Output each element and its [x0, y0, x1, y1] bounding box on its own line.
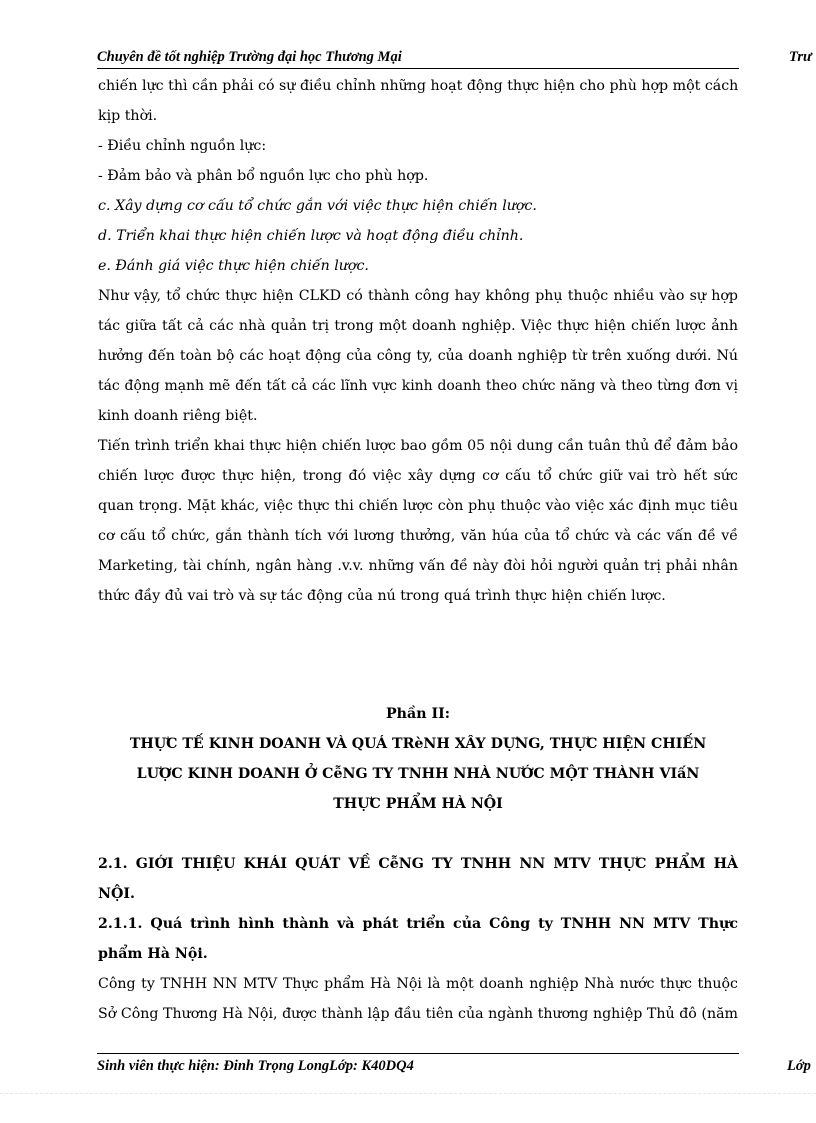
italic-heading-c: c. Xây dựng cơ cấu tổ chức gắn với việc thực hiện chiến lược.	[98, 198, 537, 214]
paragraph-line: tác động mạnh mẽ đến tất cả các lĩnh vực kinh doanh theo chức năng và theo từng đơn vị	[98, 378, 738, 394]
paragraph-line: Tiến trình triển khai thực hiện chiến lược bao gồm 05 nội dung cần tuân thủ để đảm bảo	[98, 438, 738, 454]
header-right-text: Trư	[789, 49, 812, 65]
paragraph-line: tác giữa tất cả các nhà quản trị trong một doanh nghiệp. Việc thực hiện chiến lược ảnh	[98, 318, 738, 334]
section-heading: 2.1. GIỚI THIỆU KHÁI QUÁT VỀ CễNG TY TNHH NN MTV THỰC PHẨM HÀ	[98, 856, 738, 872]
part-title-line: THỰC TẾ KINH DOANH VÀ QUÁ TRèNH XÂY DỰNG, THỰC HIỆN CHIẾN	[129, 736, 707, 752]
body-line: kịp thời.	[98, 108, 158, 124]
page-edge-divider	[0, 1093, 816, 1094]
paragraph-line: Như vậy, tổ chức thực hiện CLKD có thành công hay không phụ thuộc nhiều vào sự hợp	[98, 288, 738, 304]
part-title-line: LƯỢC KINH DOANH Ở CễNG TY TNHH NHÀ NƯỚC MỘT THÀNH VIấN	[136, 766, 700, 782]
paragraph-line: quan trọng. Mặt khác, việc thực thi chiến lược còn phụ thuộc vào việc xác định mục tiêu	[98, 498, 738, 514]
section-heading: NỘI.	[98, 886, 135, 902]
paragraph-line: Công ty TNHH NN MTV Thực phẩm Hà Nội là một doanh nghiệp Nhà nước thực thuộc	[98, 976, 738, 992]
footer-right-text: Lớp	[787, 1058, 811, 1074]
paragraph-line: thức đầy đủ vai trò và sự tác động của nú trong quá trình thực hiện chiến lược.	[98, 588, 666, 604]
header-rule	[97, 68, 739, 69]
header-title: Chuyên đề tốt nghiệp Trường đại học Thương Mại	[97, 49, 402, 65]
italic-heading-d: d. Triển khai thực hiện chiến lược và hoạt động điều chỉnh.	[98, 228, 524, 244]
footer-rule	[97, 1053, 739, 1054]
part-title-line: THỰC PHẨM HÀ NỘI	[333, 796, 503, 812]
paragraph-line: cơ cấu tổ chức, gắn thành tích với lương thưởng, văn húa của tổ chức và các vấn đề về	[98, 528, 738, 544]
subsection-heading: phẩm Hà Nội.	[98, 946, 208, 962]
subsection-heading: 2.1.1. Quá trình hình thành và phát triển của Công ty TNHH NN MTV Thực	[98, 916, 738, 932]
paragraph-line: hưởng đến toàn bộ các hoạt động của công ty, của doanh nghiệp từ trên xuống dưới. Nú	[98, 348, 738, 364]
paragraph-line: chiến lược được thực hiện, trong đó việc xây dựng cơ cấu tổ chức giữ vai trò hết sức	[98, 468, 738, 484]
part-label: Phần II:	[386, 706, 450, 722]
footer-student: Sinh viên thực hiện: Đinh Trọng LongLớp: K40DQ4	[97, 1058, 414, 1074]
paragraph-line: Marketing, tài chính, ngân hàng .v.v. những vấn đề này đòi hỏi người quản trị phải nhân	[98, 558, 738, 574]
list-item: - Đảm bảo và phân bổ nguồn lực cho phù hợp.	[98, 168, 429, 184]
paragraph-line: kinh doanh riêng biệt.	[98, 408, 258, 424]
italic-heading-e: e. Đánh giá việc thực hiện chiến lược.	[98, 258, 369, 274]
list-item: - Điều chỉnh nguồn lực:	[98, 138, 267, 154]
body-line: chiến lực thì cần phải có sự điều chỉnh những hoạt động thực hiện cho phù hợp một cách	[98, 78, 739, 94]
paragraph-line: Sở Công Thương Hà Nội, được thành lập đầu tiên của ngành thương nghiệp Thủ đô (năm	[98, 1006, 738, 1022]
